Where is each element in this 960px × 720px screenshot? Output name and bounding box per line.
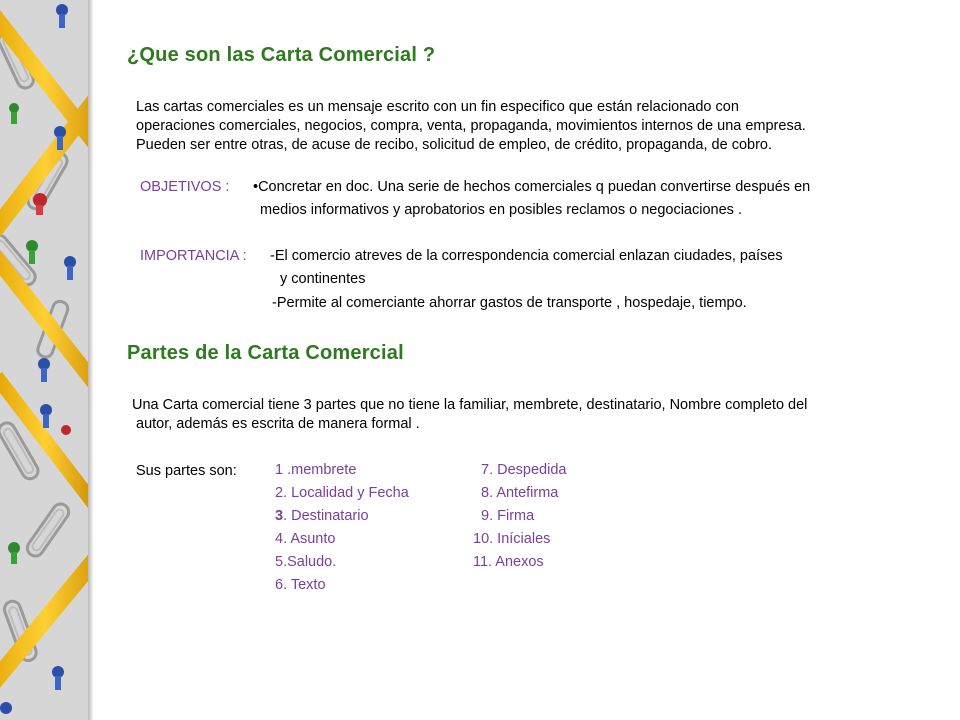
- importancia-label: IMPORTANCIA :: [140, 248, 247, 264]
- intro-line-1: Las cartas comerciales es un mensaje escrito con un fin especifico que están relacionado con: [136, 99, 739, 115]
- part-item-5: 5.Saludo.: [275, 554, 337, 570]
- part-item-6: 6. Texto: [275, 577, 326, 593]
- importancia-line-2: y continentes: [280, 271, 366, 287]
- objetivos-line-2: medios informativos y aprobatorios en posibles reclamos o negociaciones .: [260, 202, 742, 218]
- section2-desc-line-1: Una Carta comercial tiene 3 partes que no tiene la familiar, membrete, destinatario, Nombre completo del: [132, 397, 808, 413]
- objetivos-label: OBJETIVOS :: [140, 179, 230, 195]
- part-item-9: 9. Firma: [481, 508, 535, 524]
- section2-desc-line-2: autor, además es escrita de manera formal .: [136, 416, 420, 432]
- intro-line-2: operaciones comerciales, negocios, compra, venta, propaganda, movimientos internos de una empresa.: [136, 118, 806, 134]
- section2-title: Partes de la Carta Comercial: [127, 342, 404, 364]
- importancia-line-3: -Permite al comerciante ahorrar gastos de transporte , hospedaje, tiempo.: [272, 295, 747, 311]
- part-item-8: 8. Antefirma: [481, 485, 559, 501]
- part-item-4: 4. Asunto: [275, 531, 336, 547]
- part-item-3-label: . Destinatario: [283, 508, 369, 524]
- objetivos-line-1: •Concretar en doc. Una serie de hechos comerciales q puedan convertirse después en: [253, 179, 811, 195]
- part-item-1: 1 .membrete: [275, 462, 357, 478]
- part-item-10: 10. Iníciales: [473, 531, 551, 547]
- part-item-2: 2. Localidad y Fecha: [275, 485, 409, 501]
- part-item-3: [275, 508, 369, 524]
- parts-label: Sus partes son:: [136, 463, 237, 479]
- part-item-11: 11. Anexos: [473, 554, 544, 570]
- part-item-3-number: 3: [275, 508, 284, 524]
- part-item-7: 7. Despedida: [481, 462, 567, 478]
- importancia-line-1: -El comercio atreves de la correspondencia comercial enlazan ciudades, países: [270, 248, 783, 264]
- section1-title: ¿Que son las Carta Comercial ?: [127, 44, 436, 66]
- intro-line-3: Pueden ser entre otras, de acuse de recibo, solicitud de empleo, de crédito, propaganda, de cobro.: [136, 137, 772, 153]
